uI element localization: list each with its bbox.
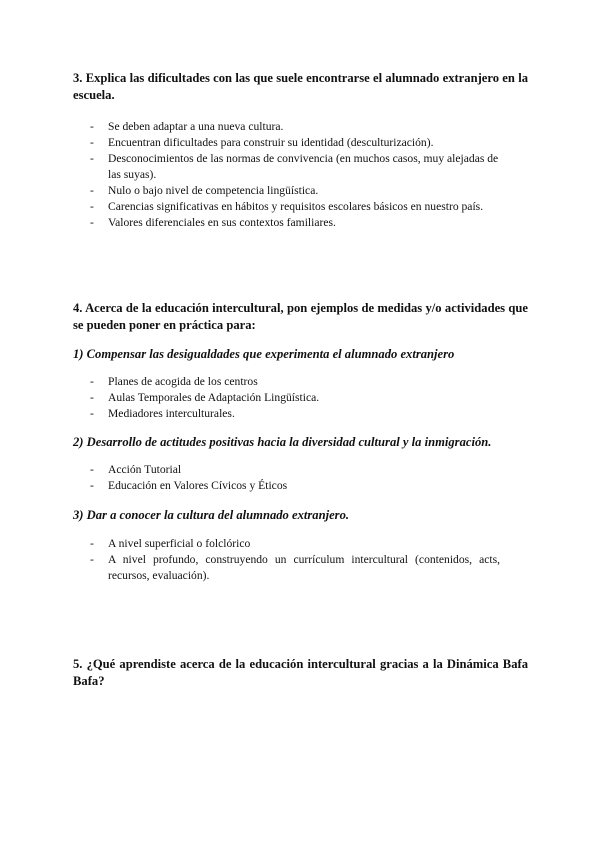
list-item: - Valores diferenciales en sus contextos familiares. [90,215,500,231]
list-item: - Desconocimientos de las normas de convivencia (en muchos casos, muy alejadas de las suyas). [90,151,500,183]
list-item: - Carencias significativas en hábitos y requisitos escolares básicos en nuestro país. [90,199,500,215]
list-item: - Planes de acogida de los centros [90,374,500,390]
list-item: - Educación en Valores Cívicos y Éticos [90,478,500,494]
question-4-title: 4. Acerca de la educación intercultural, pon ejemplos de medidas y/o actividades que se pueden poner en práctica para: [73,301,528,332]
question-4-list-3 [90,536,500,584]
question-4-list-2 [90,462,500,494]
list-item: - Se deben adaptar a una nueva cultura. [90,119,500,135]
question-3-title: 3. Explica las dificultades con las que suele encontrarse el alumnado extranjero en la escuela. [73,71,528,102]
list-item: - Acción Tutorial [90,462,500,478]
question-4-subheading-3: 3) Dar a conocer la cultura del alumnado extranjero. [73,508,350,522]
list-item: - A nivel superficial o folclórico [90,536,500,552]
list-item: - Mediadores interculturales. [90,406,500,422]
question-4-list-1 [90,374,500,422]
question-5-title: 5. ¿Qué aprendiste acerca de la educación intercultural gracias a la Dinámica Bafa Bafa? [73,657,528,688]
list-item: - Aulas Temporales de Adaptación Lingüística. [90,390,500,406]
list-item: - Encuentran dificultades para construir su identidad (desculturización). [90,135,500,151]
list-item: - Nulo o bajo nivel de competencia lingüística. [90,183,500,199]
question-4-subheading-2: 2) Desarrollo de actitudes positivas hacia la diversidad cultural y la inmigración. [73,435,492,449]
question-3-list [90,119,500,231]
question-4-subheading-1: 1) Compensar las desigualdades que experimenta el alumnado extranjero [73,347,455,361]
list-item: - A nivel profundo, construyendo un currículum intercultural (contenidos, acts, recursos, evaluación). [90,552,500,584]
